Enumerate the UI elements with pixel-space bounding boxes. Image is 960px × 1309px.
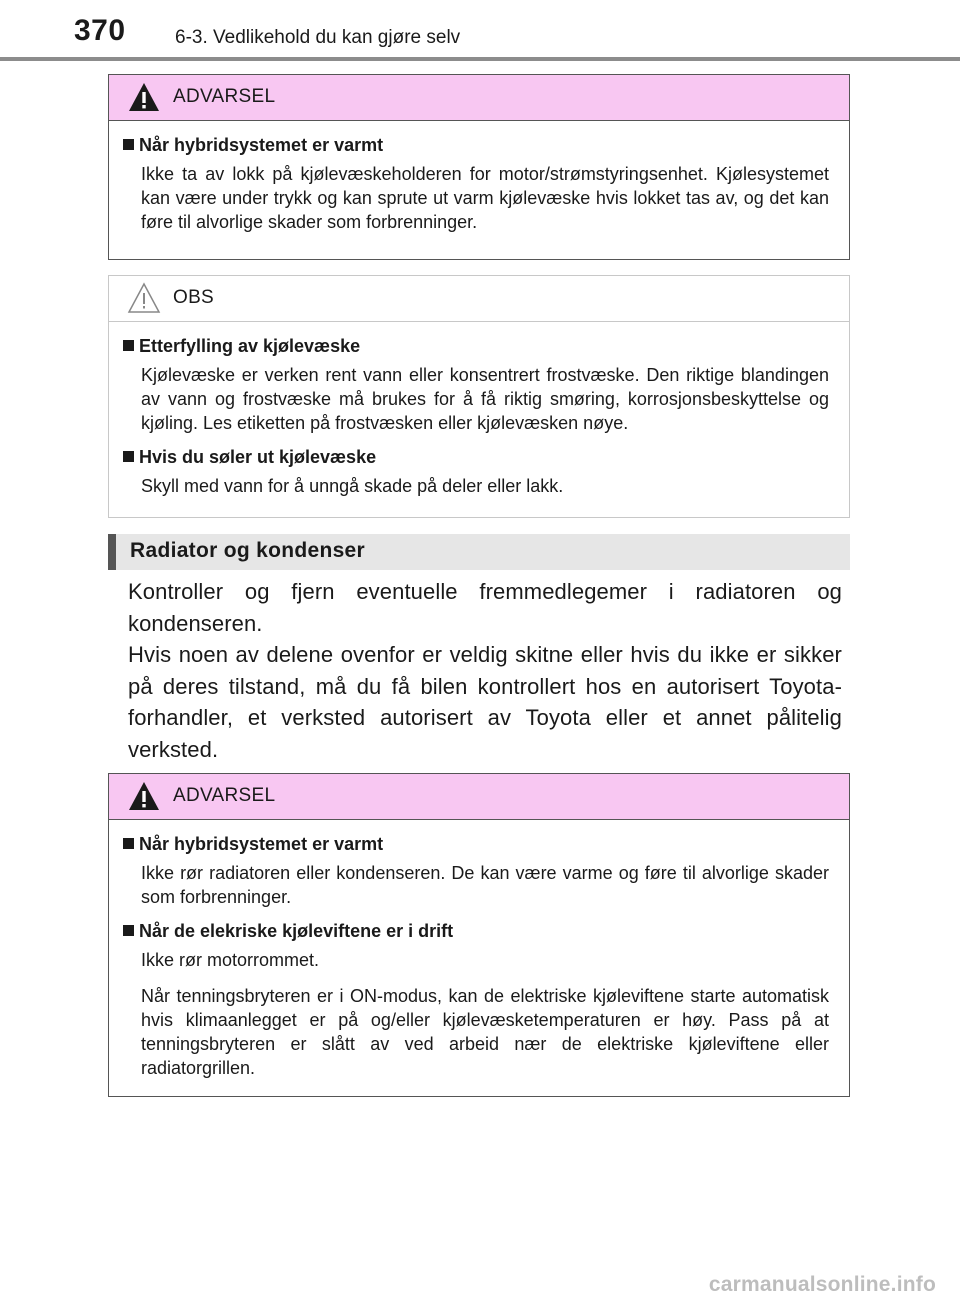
warning-item-title-text: Når hybridsystemet er varmt bbox=[139, 834, 384, 854]
header-rule bbox=[0, 57, 960, 61]
warning-item-text: Når tenningsbryteren er i ON-modus, kan de elektriske kjøleviftene starte automatisk hvis klimaanlegget er på og/eller kjølevæsketemperaturen er høy. Pass på at tenningsbryteren er slått av ved arbeid nær de elektriske kjøleviftene eller radiatorgrillen. bbox=[141, 986, 829, 1078]
square-bullet-icon bbox=[123, 340, 134, 351]
notice-item-text: Skyll med vann for å unngå skade på deler eller lakk. bbox=[141, 476, 564, 496]
section-heading bbox=[108, 534, 850, 570]
notice-item-title bbox=[123, 336, 829, 357]
notice-box-body bbox=[109, 322, 849, 498]
notice-item-title-text: Hvis du søler ut kjølevæske bbox=[139, 447, 377, 467]
square-bullet-icon bbox=[123, 838, 134, 849]
warning-box bbox=[108, 74, 850, 260]
section-title: 6-3. Vedlikehold du kan gjøre selv bbox=[175, 27, 461, 48]
square-bullet-icon bbox=[123, 451, 134, 462]
square-bullet-icon bbox=[123, 139, 134, 150]
notice-item-title bbox=[123, 447, 829, 468]
warning-item-title bbox=[123, 921, 829, 942]
warning-item-text: Ikke rør radiatoren eller kondenseren. De kan være varme og føre til alvorlige skader som forbrenninger. bbox=[141, 863, 829, 907]
body-text bbox=[128, 576, 842, 765]
notice-item-title-text: Etterfylling av kjølevæske bbox=[139, 336, 361, 356]
warning-item-text: Ikke ta av lokk på kjølevæskeholderen for motor/strømstyringsenhet. Kjølesystemet kan være under trykk og kan sprute ut varm kjølevæske hvis lokket tas av, og det kan føre til alvorlige skader som forbrenninger. bbox=[141, 164, 829, 232]
body-paragraph: Kontroller og fjern eventuelle fremmedlegemer i radiatoren og kondenseren. bbox=[128, 579, 842, 636]
warning-item-title bbox=[123, 834, 829, 855]
warning-item-title-text: Når de elekriske kjøleviftene er i drift bbox=[139, 921, 454, 941]
notice-label: OBS bbox=[173, 287, 215, 308]
notice-box bbox=[108, 275, 850, 518]
warning-box bbox=[108, 773, 850, 1097]
notice-triangle-icon bbox=[127, 282, 161, 314]
page-number: 370 bbox=[74, 14, 126, 47]
page-header bbox=[0, 0, 960, 60]
warning-box-body bbox=[109, 820, 849, 1080]
warning-item-text: Ikke rør motorrommet. bbox=[141, 950, 320, 970]
warning-item-title-text: Når hybridsystemet er varmt bbox=[139, 135, 384, 155]
warning-triangle-icon bbox=[127, 81, 161, 113]
warning-box-header bbox=[109, 774, 849, 820]
warning-item-title bbox=[123, 135, 829, 156]
warning-triangle-icon bbox=[127, 780, 161, 812]
watermark: carmanualsonline.info bbox=[708, 1273, 936, 1296]
square-bullet-icon bbox=[123, 925, 134, 936]
warning-label: ADVARSEL bbox=[173, 785, 276, 806]
notice-item-text: Kjølevæske er verken rent vann eller konsentrert frostvæske. Den riktige blandingen av vann og frostvæske må brukes for å få riktig smøring, korrosjonsbeskyttelse og kjøling. Les etiketten på frostvæsken eller kjølevæsken nøye. bbox=[141, 365, 829, 433]
section-heading-text: Radiator og kondenser bbox=[130, 539, 366, 562]
body-paragraph: Hvis noen av delene ovenfor er veldig skitne eller hvis du ikke er sikker på deres tilstand, må du få bilen kontrollert hos en autorisert Toyota-forhandler, et verksted autorisert av Toyota eller et annet pålitelig verksted. bbox=[128, 642, 842, 762]
warning-box-header bbox=[109, 75, 849, 121]
warning-box-body bbox=[109, 121, 849, 234]
warning-label: ADVARSEL bbox=[173, 86, 276, 107]
notice-box-header bbox=[109, 276, 849, 322]
